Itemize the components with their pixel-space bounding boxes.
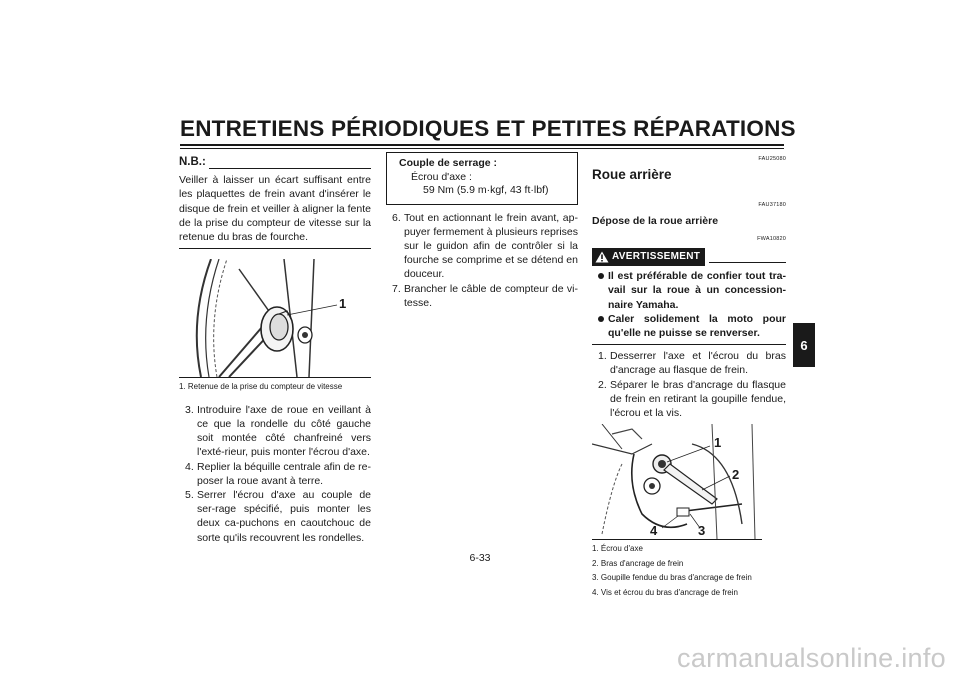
list-item: Il est préférable de confier tout tra-vail sur la roue à un concession-naire Yamaha. — [592, 269, 786, 312]
steps-list — [592, 349, 786, 420]
list-item: 5. Serrer l'écrou d'axe au couple de ser-rage spécifié, puis monter les deux ca-puchons en caoutchouc de sorte qu'ils recouvrent les rondelles. — [185, 488, 371, 544]
figure-callout-1: 1 — [714, 435, 722, 451]
figure-caption: 4. Vis et écrou du bras d'ancrage de frein — [592, 587, 738, 597]
nb-heading — [179, 155, 371, 169]
page-header-title: ENTRETIENS PÉRIODIQUES ET PETITES RÉPARATIONS — [180, 116, 796, 141]
figure-speedometer-retainer — [179, 259, 371, 378]
warning-heading — [592, 248, 786, 266]
torque-title: Couple de serrage : — [399, 157, 498, 169]
warning-rule — [592, 344, 786, 345]
sub-title: Dépose de la roue arrière — [592, 214, 719, 227]
figure-callout-4: 4 — [650, 523, 658, 539]
torque-value: 59 Nm (5.9 m·kgf, 43 ft·lbf) — [423, 184, 549, 196]
nb-label: N.B.: — [179, 156, 206, 168]
figure-callout-1: 1 — [339, 296, 347, 312]
column-right — [592, 152, 786, 598]
figure-caption: 1. Écrou d'axe — [592, 544, 643, 554]
figure-caption: 2. Bras d'ancrage de frein — [592, 558, 684, 568]
chapter-tab[interactable]: 6 — [793, 323, 815, 367]
list-item: 7. Brancher le câble de compteur de vi-tesse. — [392, 282, 578, 309]
column-middle — [386, 152, 578, 310]
steps-list — [179, 403, 371, 545]
watermark: carmanualsonline.info — [677, 643, 946, 673]
section-title: Roue arrière — [592, 167, 672, 183]
figure-caption: 1. Retenue de la prise du compteur de vitesse — [179, 382, 343, 392]
wheel-hub-illustration — [179, 259, 371, 377]
list-item: 2. Séparer le bras d'ancrage du flasque de frein en retirant la goupille fendue, l'écrou et la vis. — [598, 378, 786, 420]
nb-heading-rule — [209, 158, 371, 169]
reference-code: FWA10820 — [757, 235, 786, 242]
list-item: Caler solidement la moto pour qu'elle ne puisse se renverser. — [592, 312, 786, 340]
list-item: 6. Tout en actionnant le frein avant, ap-puyer fermement à plusieurs reprises sur le guidon afin de contrôler si la fourche se comprime et se détend en douceur. — [392, 211, 578, 281]
header-rule — [180, 144, 784, 146]
figure-rear-brake-anchor — [592, 424, 762, 540]
warning-triangle-icon — [595, 251, 609, 263]
warning-list — [592, 269, 786, 340]
page-number: 6-33 — [469, 552, 491, 564]
list-item: 3. Introduire l'axe de roue en veillant à ce que la rondelle du côté gauche soit montée côté chanfreiné vers l'exté-rieur, puis monter l'écrou d'axe. — [185, 403, 371, 459]
warning-heading-rule — [709, 252, 786, 263]
bullet-icon — [598, 316, 604, 322]
figure-caption: 3. Goupille fendue du bras d'ancrage de frein — [592, 573, 752, 583]
torque-spec-box — [386, 152, 578, 205]
reference-code: FAU25080 — [758, 156, 786, 162]
bullet-icon — [598, 273, 604, 279]
warning-badge — [592, 248, 705, 266]
nb-text: Veiller à laisser un écart suffisant entre les plaquettes de frein avant d'insérer le disque de frein et veiller à aligner la fente de la prise du compteur de vitesse sur la retenue du bras de fourche. — [179, 174, 371, 244]
list-item: 1. Desserrer l'axe et l'écrou du bras d'ancrage au flasque de frein. — [598, 350, 786, 377]
nb-rule — [179, 248, 371, 249]
list-item: 4. Replier la béquille centrale afin de re-poser la roue avant à terre. — [185, 460, 371, 487]
header-rule-thin — [180, 148, 784, 149]
figure-callout-3: 3 — [698, 523, 706, 539]
figure-callout-2: 2 — [732, 467, 740, 483]
reference-code: FAU37180 — [758, 202, 786, 209]
warning-label: AVERTISSEMENT — [612, 251, 701, 263]
torque-item: Écrou d'axe : — [411, 170, 472, 183]
column-left — [179, 155, 371, 545]
steps-list — [386, 211, 578, 310]
